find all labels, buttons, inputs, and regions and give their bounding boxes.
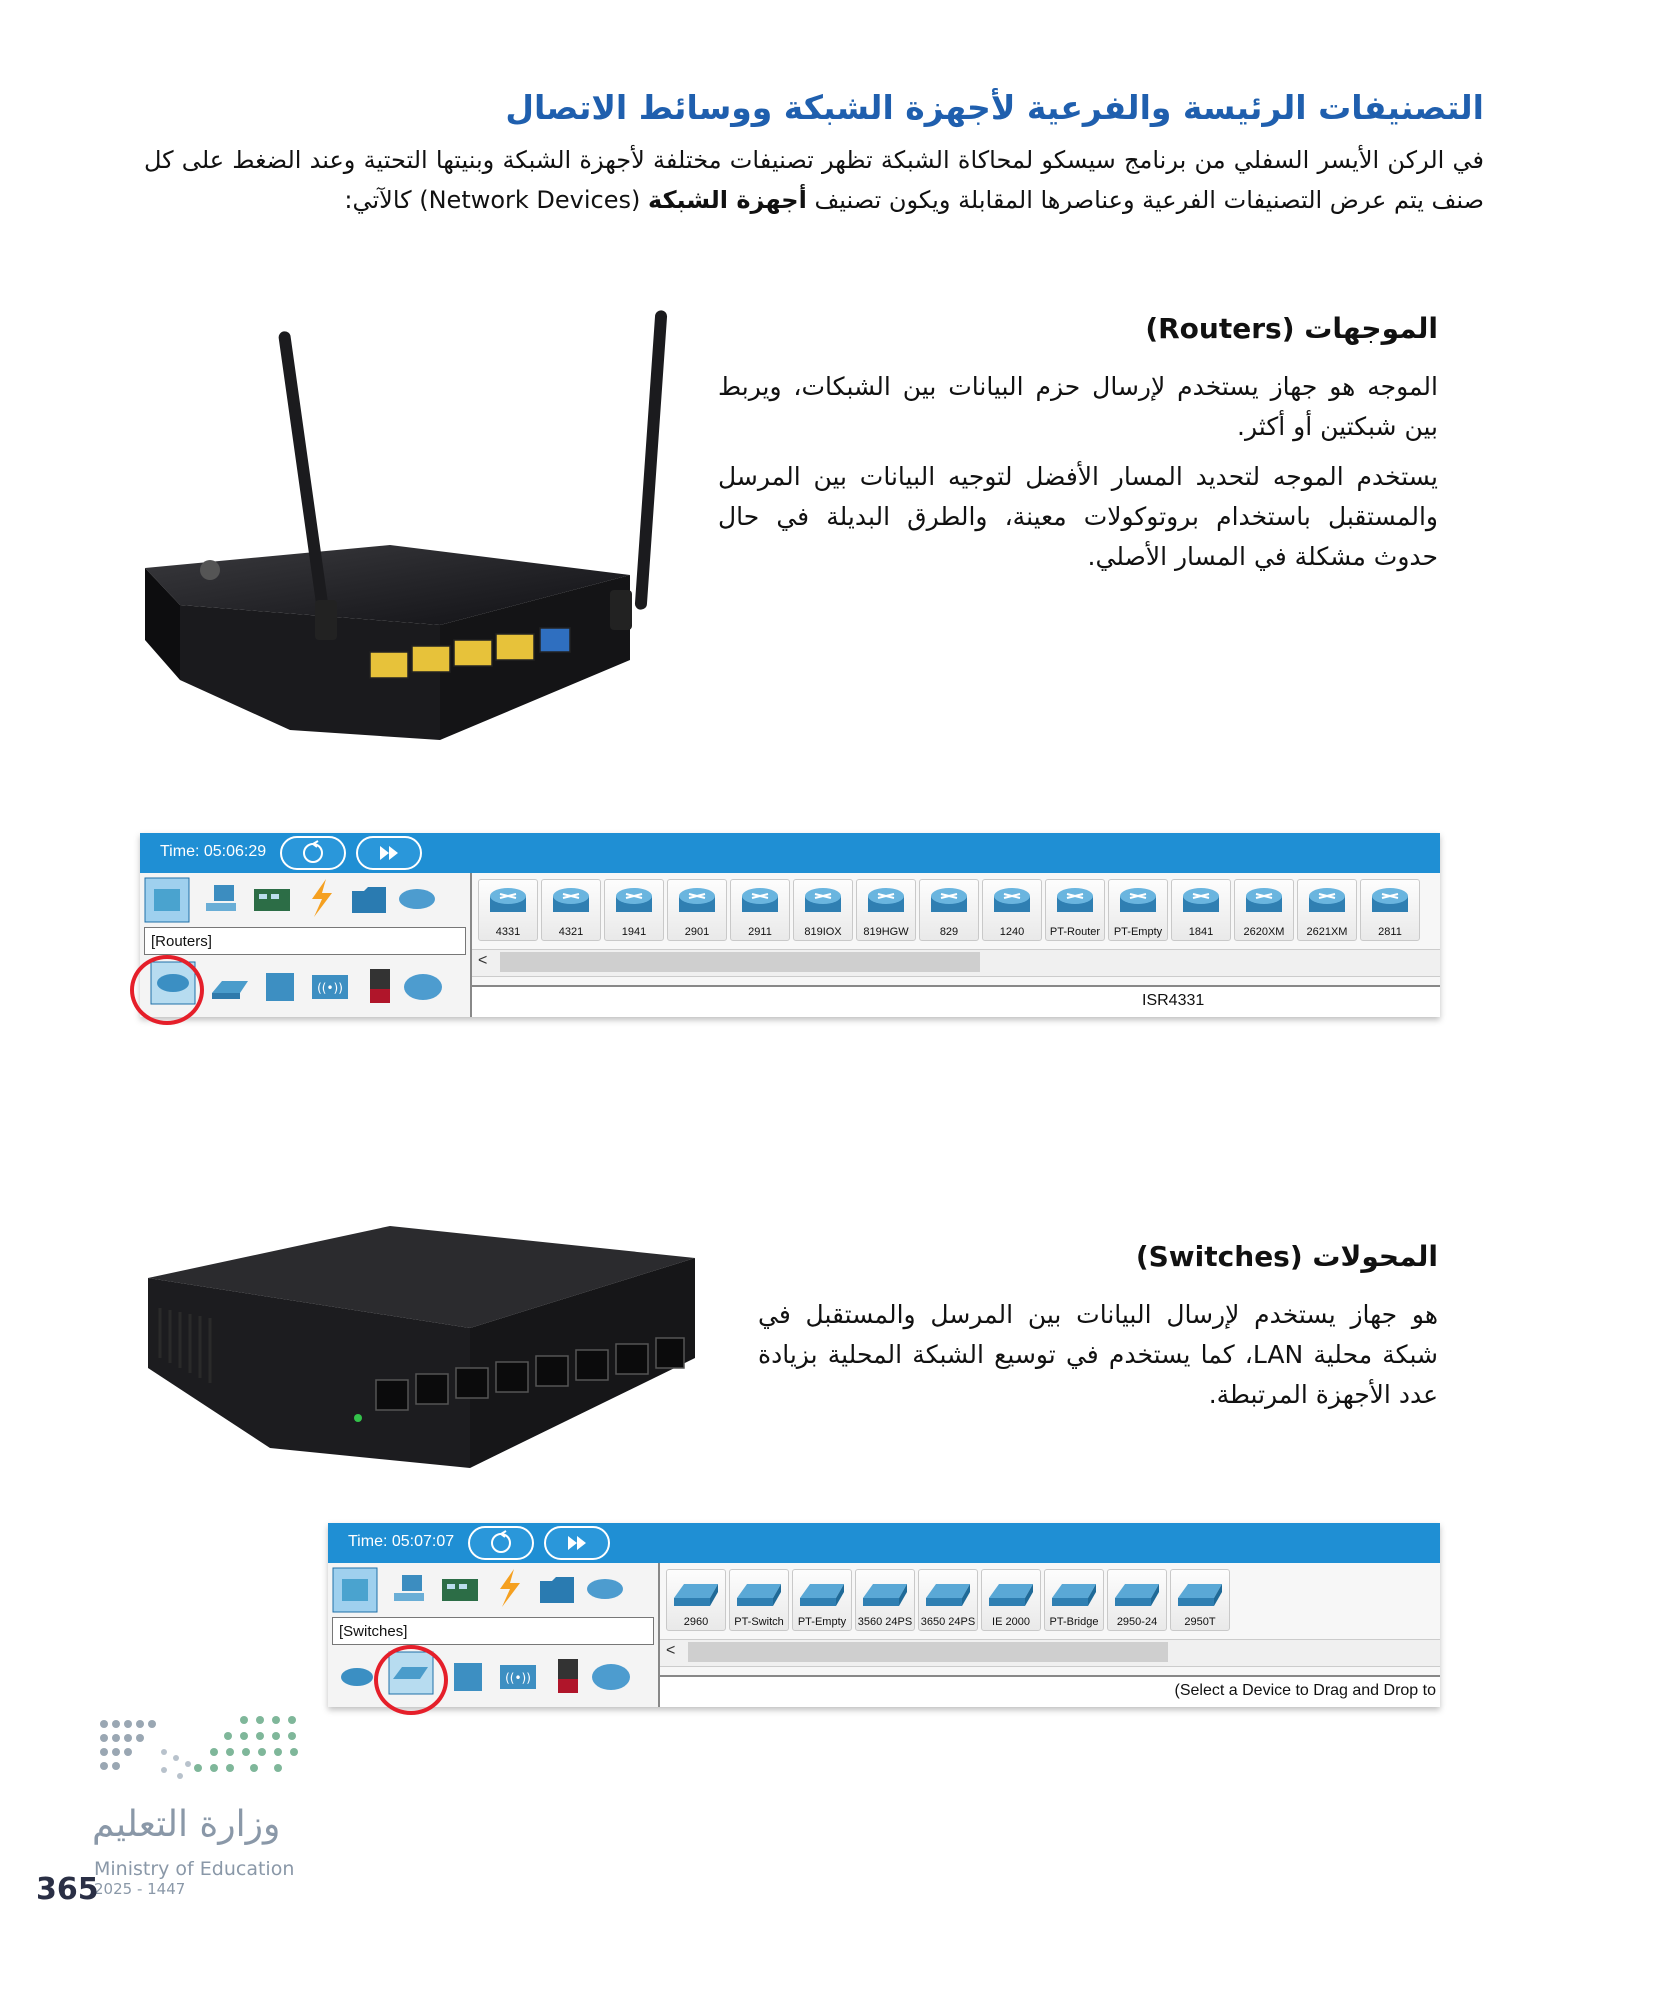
device-label: 2960	[683, 1616, 709, 1628]
device-label: PT-Router	[1049, 926, 1101, 938]
pt-time: Time: 05:06:29	[160, 843, 267, 860]
device-label: 2950T	[1184, 1616, 1216, 1628]
switch-icon	[1046, 1572, 1102, 1612]
device-label: 3650 24PS	[920, 1616, 976, 1628]
components-icon[interactable]	[250, 879, 292, 919]
wireless-category-icon[interactable]	[496, 1657, 538, 1697]
wan-emulation-category-icon[interactable]	[590, 1657, 632, 1697]
network-devices-icon[interactable]	[144, 877, 190, 923]
miscellaneous-icon[interactable]	[348, 879, 390, 919]
security-category-icon[interactable]	[546, 1655, 588, 1695]
device-label: 1841	[1188, 926, 1214, 938]
switch-photo	[140, 1218, 700, 1473]
switch-icon	[983, 1572, 1039, 1612]
scroll-left-arrow[interactable]: <	[666, 1642, 676, 1659]
edition-year: 2025 - 1447	[94, 1880, 186, 1898]
device-label: 4331	[495, 926, 521, 938]
routers-category-icon[interactable]	[336, 1657, 378, 1697]
selected-device-name: ISR4331	[1142, 992, 1205, 1009]
router-icon	[795, 882, 851, 922]
router-icon	[543, 882, 599, 922]
device-tile[interactable]	[1297, 879, 1357, 941]
router-icon	[984, 882, 1040, 922]
device-label: IE 2000	[992, 1616, 1030, 1628]
device-tile[interactable]	[1108, 879, 1168, 941]
device-list-pane	[472, 873, 1440, 1017]
end-devices-icon[interactable]	[388, 1569, 430, 1609]
device-tile[interactable]	[667, 879, 727, 941]
device-list-pane	[660, 1563, 1440, 1707]
router-icon	[858, 882, 914, 922]
components-icon[interactable]	[438, 1569, 480, 1609]
device-tile[interactable]	[1234, 879, 1294, 941]
intro-paragraph	[144, 140, 1484, 220]
page-title: التصنيفات الرئيسة والفرعية لأجهزة الشبكة ووسائط الاتصال	[505, 88, 1484, 127]
router-icon	[1173, 882, 1229, 922]
device-label: 4321	[558, 926, 584, 938]
device-tile[interactable]	[792, 1569, 852, 1631]
device-scrollbar[interactable]	[660, 1639, 1440, 1667]
switch-icon	[1109, 1572, 1165, 1612]
connections-icon[interactable]	[488, 1567, 530, 1607]
device-label: 819HGW	[863, 926, 909, 938]
scroll-thumb[interactable]	[688, 1642, 1168, 1662]
router-icon	[1110, 882, 1166, 922]
routers-highlight-circle	[130, 955, 204, 1025]
router-icon	[1047, 882, 1103, 922]
routers-paragraph-1: الموجه هو جهاز يستخدم لإرسال حزم البيانات بين الشبكات، ويربط بين شبكتين أو أكثر.	[718, 372, 1438, 441]
router-icon	[1362, 882, 1418, 922]
end-devices-icon[interactable]	[200, 879, 242, 919]
wan-emulation-category-icon[interactable]	[402, 967, 444, 1007]
pt-time-bar	[140, 833, 1440, 873]
switches-category-icon[interactable]	[208, 967, 250, 1007]
switches-highlight-circle	[374, 1645, 448, 1715]
device-tile[interactable]	[730, 879, 790, 941]
routers-paragraph-2: يستخدم الموجه لتحديد المسار الأفضل لتوجيه البيانات بين المرسل والمستقبل باستخدام بروتوكولات معينة، والطرق البديلة في حال حدوث مشكلة في المسار الأصلي.	[718, 462, 1438, 571]
device-tile[interactable]	[666, 1569, 726, 1631]
device-label: 2620XM	[1243, 926, 1285, 938]
switch-icon	[731, 1572, 787, 1612]
router-icon	[1236, 882, 1292, 922]
fast-forward-button[interactable]	[544, 1526, 610, 1560]
fast-forward-button[interactable]	[356, 836, 422, 870]
category-name-field: [Switches]	[332, 1617, 654, 1645]
device-label: PT-Bridge	[1049, 1616, 1099, 1628]
ministry-logo	[94, 1712, 314, 1792]
device-tile[interactable]	[793, 879, 853, 941]
device-tile[interactable]	[729, 1569, 789, 1631]
device-tile[interactable]	[604, 879, 664, 941]
wireless-category-icon[interactable]	[308, 967, 350, 1007]
device-tile[interactable]	[918, 1569, 978, 1631]
device-tile[interactable]	[1360, 879, 1420, 941]
device-tile[interactable]	[855, 1569, 915, 1631]
miscellaneous-icon[interactable]	[536, 1569, 578, 1609]
device-label: 2950-24	[1116, 1616, 1158, 1628]
router-icon	[606, 882, 662, 922]
switch-icon	[668, 1572, 724, 1612]
switch-icon	[794, 1572, 850, 1612]
device-label: PT-Empty	[797, 1616, 847, 1628]
switch-icon	[1172, 1572, 1228, 1612]
router-icon	[732, 882, 788, 922]
switches-heading: المحولات (Switches)	[1135, 1240, 1438, 1273]
device-label: 2621XM	[1306, 926, 1348, 938]
hubs-category-icon[interactable]	[258, 967, 300, 1007]
device-label: 2811	[1378, 926, 1402, 938]
ministry-name-en: Ministry of Education	[94, 1858, 295, 1880]
device-tile[interactable]	[1170, 1569, 1230, 1631]
device-tile[interactable]	[1044, 1569, 1104, 1631]
category-name-field: [Routers]	[144, 927, 466, 955]
router-icon	[1299, 882, 1355, 922]
device-tile[interactable]	[1171, 879, 1231, 941]
multiuser-icon[interactable]	[396, 881, 438, 921]
svg-text:((•)): ((•))	[317, 981, 343, 995]
drag-hint: (Select a Device to Drag and Drop to	[1174, 1682, 1436, 1699]
svg-text:((•)): ((•))	[505, 1671, 531, 1685]
device-label: PT-Switch	[734, 1616, 784, 1628]
device-tile[interactable]	[981, 1569, 1041, 1631]
network-devices-icon[interactable]	[332, 1567, 378, 1613]
ministry-name-ar: وزارة التعليم	[92, 1804, 281, 1845]
realtime-button[interactable]	[280, 836, 346, 870]
device-label: 1941	[621, 926, 647, 938]
packet-tracer-routers-panel	[140, 833, 1440, 1017]
device-label: 829	[939, 926, 959, 938]
scroll-thumb[interactable]	[500, 952, 980, 972]
router-icon	[921, 882, 977, 922]
router-photo	[140, 300, 680, 760]
realtime-button[interactable]	[468, 1526, 534, 1560]
device-status-bar	[472, 985, 1440, 1017]
hubs-category-icon[interactable]	[446, 1657, 488, 1697]
device-tile[interactable]	[856, 879, 916, 941]
switch-icon	[857, 1572, 913, 1612]
device-tile[interactable]	[919, 879, 979, 941]
device-tile[interactable]	[1107, 1569, 1167, 1631]
intro-bold: أجهزة الشبكة	[648, 186, 807, 214]
router-icon	[669, 882, 725, 922]
router-icon	[480, 882, 536, 922]
intro-text-2: (Network Devices) كالآتي:	[344, 186, 649, 214]
pt-time-bar	[328, 1523, 1440, 1563]
intro-text-1: في الركن الأيسر السفلي من برنامج سيسكو لمحاكاة الشبكة تظهر تصنيفات مختلفة لأجهزة الشبكة وبنيتها التحتية وعند الضغط على كل صنف يتم عرض التصنيفات الفرعية وعناصرها المقابلة ويكون تصنيف	[144, 146, 1484, 214]
device-status-bar	[660, 1675, 1440, 1707]
security-category-icon[interactable]	[358, 965, 400, 1005]
device-category-pane	[328, 1563, 660, 1707]
device-label: PT-Empty	[1113, 926, 1163, 938]
scroll-left-arrow[interactable]: <	[478, 952, 488, 969]
device-category-pane	[140, 873, 472, 1017]
packet-tracer-switches-panel	[328, 1523, 1440, 1707]
connections-icon[interactable]	[300, 877, 342, 917]
device-label: 819IOX	[804, 926, 842, 938]
page-number: 365	[36, 1872, 99, 1907]
device-label: 2901	[684, 926, 710, 938]
device-tile[interactable]	[541, 879, 601, 941]
device-tile[interactable]	[478, 879, 538, 941]
switch-icon	[920, 1572, 976, 1612]
device-label: 3560 24PS	[857, 1616, 913, 1628]
device-scrollbar[interactable]	[472, 949, 1440, 977]
device-tile[interactable]	[982, 879, 1042, 941]
pt-time: Time: 05:07:07	[348, 1533, 455, 1550]
device-label: 1240	[999, 926, 1025, 938]
multiuser-icon[interactable]	[584, 1571, 626, 1611]
switches-paragraph-1: هو جهاز يستخدم لإرسال البيانات بين المرسل والمستقبل في شبكة محلية LAN، كما يستخدم في توسيع الشبكة المحلية بزيادة عدد الأجهزة المرتبطة.	[758, 1300, 1438, 1409]
device-label: 2911	[748, 926, 772, 938]
routers-heading: الموجهات (Routers)	[1145, 312, 1438, 345]
device-tile[interactable]	[1045, 879, 1105, 941]
